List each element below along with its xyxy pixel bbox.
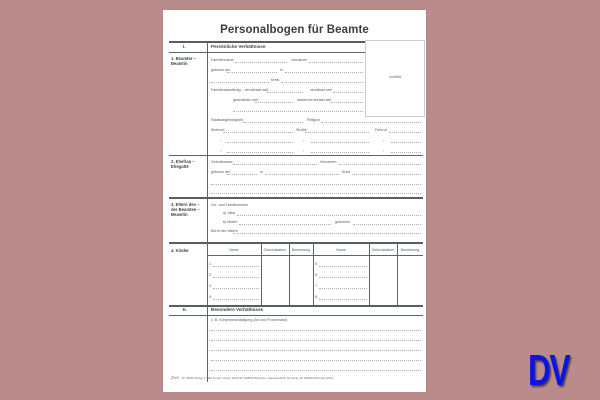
- input-verheiratet-seit[interactable]: [267, 92, 303, 93]
- ditto-mark: „: [220, 148, 222, 152]
- input-besondere-3[interactable]: [211, 350, 421, 351]
- input-wiederverheiratet-seit[interactable]: [331, 102, 363, 103]
- kinder-row-number: 7.: [315, 284, 318, 288]
- publisher-logo: Zirb: [171, 375, 179, 380]
- input-strasse-2[interactable]: [311, 142, 369, 143]
- column-header-bemerkung-2: Bemerkung: [400, 248, 420, 252]
- label-religion: Religion: [307, 118, 320, 122]
- input-verwitwet-seit[interactable]: [333, 92, 363, 93]
- section-number-2: II.: [183, 307, 187, 312]
- input-geschieden-seit[interactable]: [255, 102, 293, 103]
- input-mutter[interactable]: [239, 224, 331, 225]
- input-kind-4[interactable]: [213, 299, 259, 300]
- input-ehefrau-geboren-am[interactable]: [227, 174, 257, 175]
- kinder-row-number: 3.: [209, 284, 212, 288]
- input-mutter-geborene[interactable]: [353, 224, 421, 225]
- input-kind-1[interactable]: [213, 266, 259, 267]
- label-geschieden: geschieden seit: [233, 98, 258, 102]
- ditto-mark: „: [220, 138, 222, 142]
- input-kind-6[interactable]: [319, 277, 367, 278]
- kinder-row-number: 8.: [315, 295, 318, 299]
- input-geburtsname[interactable]: [233, 164, 317, 165]
- label-beruf-vater: Beruf des Vaters: [211, 229, 238, 233]
- subsection-kinder-label: 4. Kinder: [171, 248, 189, 253]
- input-fernruf-2[interactable]: [391, 142, 421, 143]
- kinder-col-rule: [313, 243, 314, 305]
- input-vater[interactable]: [237, 215, 421, 216]
- publisher-footer: [171, 375, 333, 380]
- column-header-geburtsdatum-2: Geburtsdatum: [371, 248, 395, 252]
- input-fernruf[interactable]: [389, 132, 421, 133]
- label-in: in: [280, 68, 283, 72]
- dv-watermark-logo: DV: [528, 346, 570, 395]
- kinder-row-number: 2.: [209, 273, 212, 277]
- label-familienstand: Familienstand:: [211, 88, 235, 92]
- photo-box[interactable]: [365, 40, 425, 117]
- input-wohnort-2[interactable]: [227, 142, 293, 143]
- label-ehefrau-vornamen: Vornamen: [320, 160, 337, 164]
- kinder-row-number: 6.: [315, 273, 318, 277]
- label-kreis: Kreis: [271, 78, 280, 82]
- input-familienstand-extra[interactable]: [233, 111, 363, 112]
- input-ehefrau-extra-2[interactable]: [211, 193, 421, 194]
- label-wiederverheiratet: wiederverheiratet seit: [297, 98, 332, 102]
- input-besondere-5[interactable]: [211, 370, 421, 371]
- ditto-mark: „: [383, 138, 385, 142]
- subsection-ehefrau-label: 2. Ehefrau – Ehegatte: [171, 159, 195, 169]
- ditto-mark: „: [383, 148, 385, 152]
- publisher-text: Nr. 4809 Verlag J. Haß GmbH, Postf. 2019 30, 80858 München, Hauszeichnik: Nummer 36, 80639 München 2010: [181, 376, 334, 380]
- photo-label: Lichtbild: [388, 75, 402, 79]
- section-number-1: I.: [183, 44, 186, 49]
- ditto-mark: „: [303, 138, 305, 142]
- kinder-row-number: 1.: [209, 262, 212, 266]
- section-heading-1: Persönliche Verhältnisse: [211, 44, 266, 49]
- input-ehefrau-kreis[interactable]: [352, 174, 421, 175]
- input-strasse[interactable]: [305, 132, 369, 133]
- input-kind-7[interactable]: [319, 288, 367, 289]
- label-strasse: Straße: [296, 128, 307, 132]
- label-geburtsname: Geburtsname: [211, 160, 233, 164]
- label-vor-familienname: Vor- und Familienname: [211, 203, 249, 207]
- section-2-rule: [169, 315, 423, 316]
- input-geboren-am[interactable]: [227, 72, 277, 73]
- ditto-mark: „: [303, 148, 305, 152]
- label-ledig-verheiratet: ledig – verheiratet seit: [233, 88, 269, 92]
- divider-beamter: [169, 155, 423, 156]
- label-familienname: Familienname: [211, 58, 234, 62]
- input-kind-8[interactable]: [319, 299, 367, 300]
- kinder-col-rule: [289, 243, 290, 305]
- input-familienname[interactable]: [235, 62, 287, 63]
- label-geboren-am: geboren am: [211, 68, 231, 72]
- section-1-rule: [169, 52, 365, 53]
- form-title: Personalbogen für Beamte: [220, 24, 369, 36]
- input-besondere-1[interactable]: [211, 330, 421, 331]
- column-divider: [207, 42, 208, 382]
- kinder-col-rule: [397, 243, 398, 305]
- input-ehefrau-geburtsort[interactable]: [265, 174, 339, 175]
- label-koerperbeschaedigung: z. B. Körperbeschädigung (Art und Prozentsatz): [211, 318, 288, 322]
- input-ehefrau-extra-1[interactable]: [211, 184, 421, 185]
- input-wohnort[interactable]: [223, 132, 293, 133]
- kinder-row-number: 4.: [209, 295, 212, 299]
- form-page: [163, 10, 426, 392]
- input-kind-2[interactable]: [213, 277, 259, 278]
- kinder-header-rule: [207, 255, 423, 256]
- column-header-name-2: Name: [336, 248, 346, 252]
- input-religion[interactable]: [321, 122, 421, 123]
- kinder-row-number: 5.: [315, 262, 318, 266]
- section-heading-2: Besondere Verhältnisse: [211, 307, 264, 312]
- label-fernruf: Fernruf: [375, 128, 387, 132]
- label-vater: a) Vater: [223, 211, 236, 215]
- input-ehefrau-vornamen[interactable]: [339, 164, 421, 165]
- label-wohnort: Wohnort: [211, 128, 225, 132]
- input-kind-5[interactable]: [319, 266, 367, 267]
- column-header-bemerkung-1: Bemerkung: [291, 248, 311, 252]
- label-ehefrau-geboren-am: geboren am: [211, 170, 231, 174]
- input-geburtsort[interactable]: [285, 72, 363, 73]
- subsection-eltern-label: 3. Eltern des – der Beamten – Beamtin: [171, 202, 200, 217]
- label-staatsangehoerigkeit: Staatsangehörigkeit: [211, 118, 243, 122]
- subsection-beamter-label: 1. Beamter – Beamtin: [171, 56, 196, 66]
- input-wohnort-3[interactable]: [227, 152, 293, 153]
- input-vornamen[interactable]: [309, 62, 363, 63]
- input-besondere-2[interactable]: [211, 340, 421, 341]
- column-header-geburtsdatum-1: Geburtsdatum: [263, 248, 287, 252]
- label-vornamen: Vornamen: [291, 58, 308, 62]
- kinder-col-rule: [369, 243, 370, 305]
- divider-kinder: [169, 305, 423, 307]
- input-geburtsort-2[interactable]: [211, 82, 269, 83]
- divider-ehefrau: [169, 197, 423, 199]
- label-ehefrau-in: in: [260, 170, 263, 174]
- input-kreis[interactable]: [281, 82, 363, 83]
- label-mutter: b) Mutter: [223, 220, 238, 224]
- column-header-name-1: Name: [229, 248, 239, 252]
- label-ehefrau-kreis: Kreis: [342, 170, 351, 174]
- input-fernruf-3[interactable]: [391, 152, 421, 153]
- input-staatsangehoerigkeit[interactable]: [243, 122, 303, 123]
- input-besondere-4[interactable]: [211, 360, 421, 361]
- input-kind-3[interactable]: [213, 288, 259, 289]
- label-verwitwet: verwitwet seit: [310, 88, 332, 92]
- input-strasse-3[interactable]: [311, 152, 369, 153]
- input-beruf-vater[interactable]: [233, 233, 421, 234]
- kinder-col-rule: [261, 243, 262, 305]
- label-geborene: geborene: [335, 220, 351, 224]
- divider-eltern: [169, 242, 423, 244]
